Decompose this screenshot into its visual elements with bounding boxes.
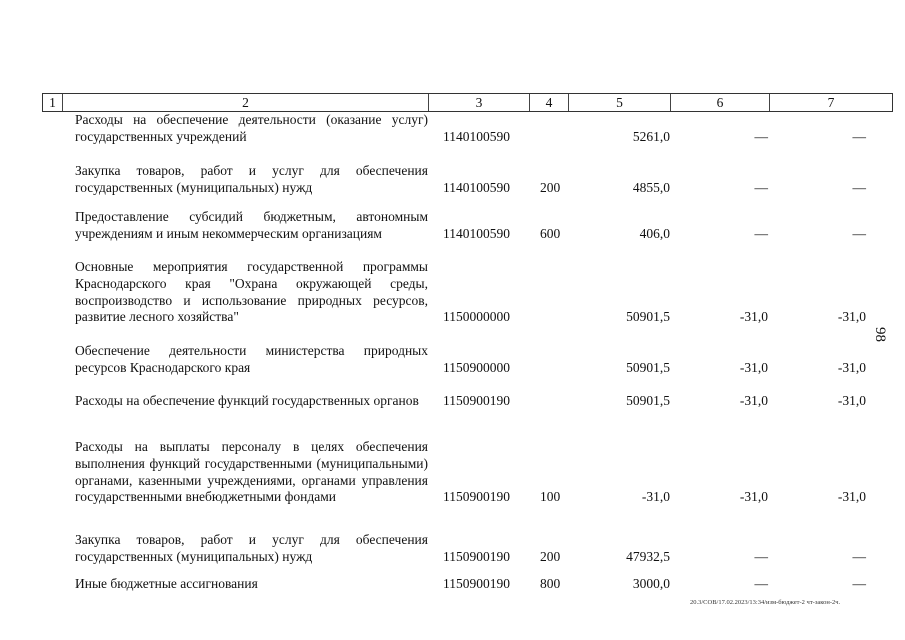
row-change-6: — — [754, 225, 768, 241]
row-description: Закупка товаров, работ и услуг для обеспечения государственных (муниципальных) нужд — [75, 532, 428, 564]
row-type: 600 — [540, 225, 561, 241]
row-type: 200 — [540, 548, 561, 564]
row-change-7: — — [852, 128, 866, 144]
row-change-7: -31,0 — [837, 489, 866, 505]
table-row — [75, 259, 893, 326]
table-row — [75, 112, 893, 146]
row-amount: 4855,0 — [632, 179, 670, 195]
row-change-6: -31,0 — [739, 393, 768, 408]
table-row — [75, 209, 893, 243]
row-change-6: — — [754, 576, 768, 591]
row-code: 1150000000 — [443, 309, 510, 325]
row-type: 800 — [540, 576, 561, 591]
row-amount: 50901,5 — [626, 359, 670, 375]
row-code: 1150900000 — [443, 359, 510, 375]
row-code: 1140100590 — [443, 179, 510, 195]
table-row — [75, 163, 893, 197]
row-change-7: — — [852, 225, 866, 241]
row-amount: 406,0 — [639, 225, 670, 241]
row-amount: 50901,5 — [626, 309, 670, 325]
header-col-3: 3 — [429, 94, 530, 111]
row-description: Основные мероприятия государственной программы Краснодарского края "Охрана окружающей среды, воспроизводство и использование природных ресурсов, развитие лесного хозяйства" — [75, 259, 428, 325]
row-amount: -31,0 — [641, 489, 670, 505]
row-description: Расходы на обеспечение функций государственных органов — [75, 393, 419, 408]
header-col-2: 2 — [63, 94, 429, 111]
row-change-6: -31,0 — [739, 309, 768, 325]
row-description: Расходы на обеспечение деятельности (оказание услуг) государственных учреждений — [75, 112, 428, 144]
header-col-4: 4 — [530, 94, 569, 111]
row-code: 1140100590 — [443, 128, 510, 144]
header-col-1: 1 — [43, 94, 63, 111]
table-row — [75, 343, 893, 377]
table-row — [75, 532, 893, 566]
row-description: Обеспечение деятельности министерства природных ресурсов Краснодарского края — [75, 343, 428, 375]
row-description: Иные бюджетные ассигнования — [75, 576, 258, 591]
row-description: Закупка товаров, работ и услуг для обеспечения государственных (муниципальных) нужд — [75, 163, 428, 195]
row-code: 1150900190 — [443, 576, 510, 591]
table-row — [75, 393, 893, 410]
row-change-7: — — [852, 179, 866, 195]
row-change-6: -31,0 — [739, 359, 768, 375]
row-code: 1150900190 — [443, 393, 510, 408]
row-change-6: — — [754, 548, 768, 564]
row-amount: 5261,0 — [632, 128, 670, 144]
row-amount: 50901,5 — [626, 393, 670, 408]
row-change-7: — — [852, 548, 866, 564]
row-description: Предоставление субсидий бюджетным, автономным учреждениям и иным некоммерческим организациям — [75, 209, 428, 241]
row-amount: 47932,5 — [626, 548, 670, 564]
table-row — [75, 576, 893, 593]
header-col-5: 5 — [569, 94, 671, 111]
row-type: 100 — [540, 489, 561, 505]
header-col-6: 6 — [671, 94, 770, 111]
row-change-7: -31,0 — [837, 393, 866, 408]
row-change-7: -31,0 — [837, 309, 866, 325]
page-number: 98 — [872, 327, 888, 342]
row-description: Расходы на выплаты персоналу в целях обеспечения выполнения функций государственными (муниципальными) органами, казенными учреждениями, органами управления государственными внебюджетными фондами — [75, 439, 428, 505]
row-change-7: -31,0 — [837, 359, 866, 375]
row-change-7: — — [852, 576, 866, 591]
header-col-7: 7 — [827, 95, 835, 110]
row-code: 1150900190 — [443, 489, 510, 505]
row-code: 1150900190 — [443, 548, 510, 564]
row-amount: 3000,0 — [632, 576, 670, 591]
row-change-6: — — [754, 179, 768, 195]
row-type: 200 — [540, 179, 561, 195]
footer-stamp: 20.3/СОВ/17.02.2023/13:34/изм-бюджет-2 чт-закон-2ч. — [690, 599, 841, 606]
row-change-6: — — [754, 128, 768, 144]
table-header — [42, 93, 893, 112]
row-change-6: -31,0 — [739, 489, 768, 505]
table-row — [75, 439, 893, 506]
row-code: 1140100590 — [443, 225, 510, 241]
